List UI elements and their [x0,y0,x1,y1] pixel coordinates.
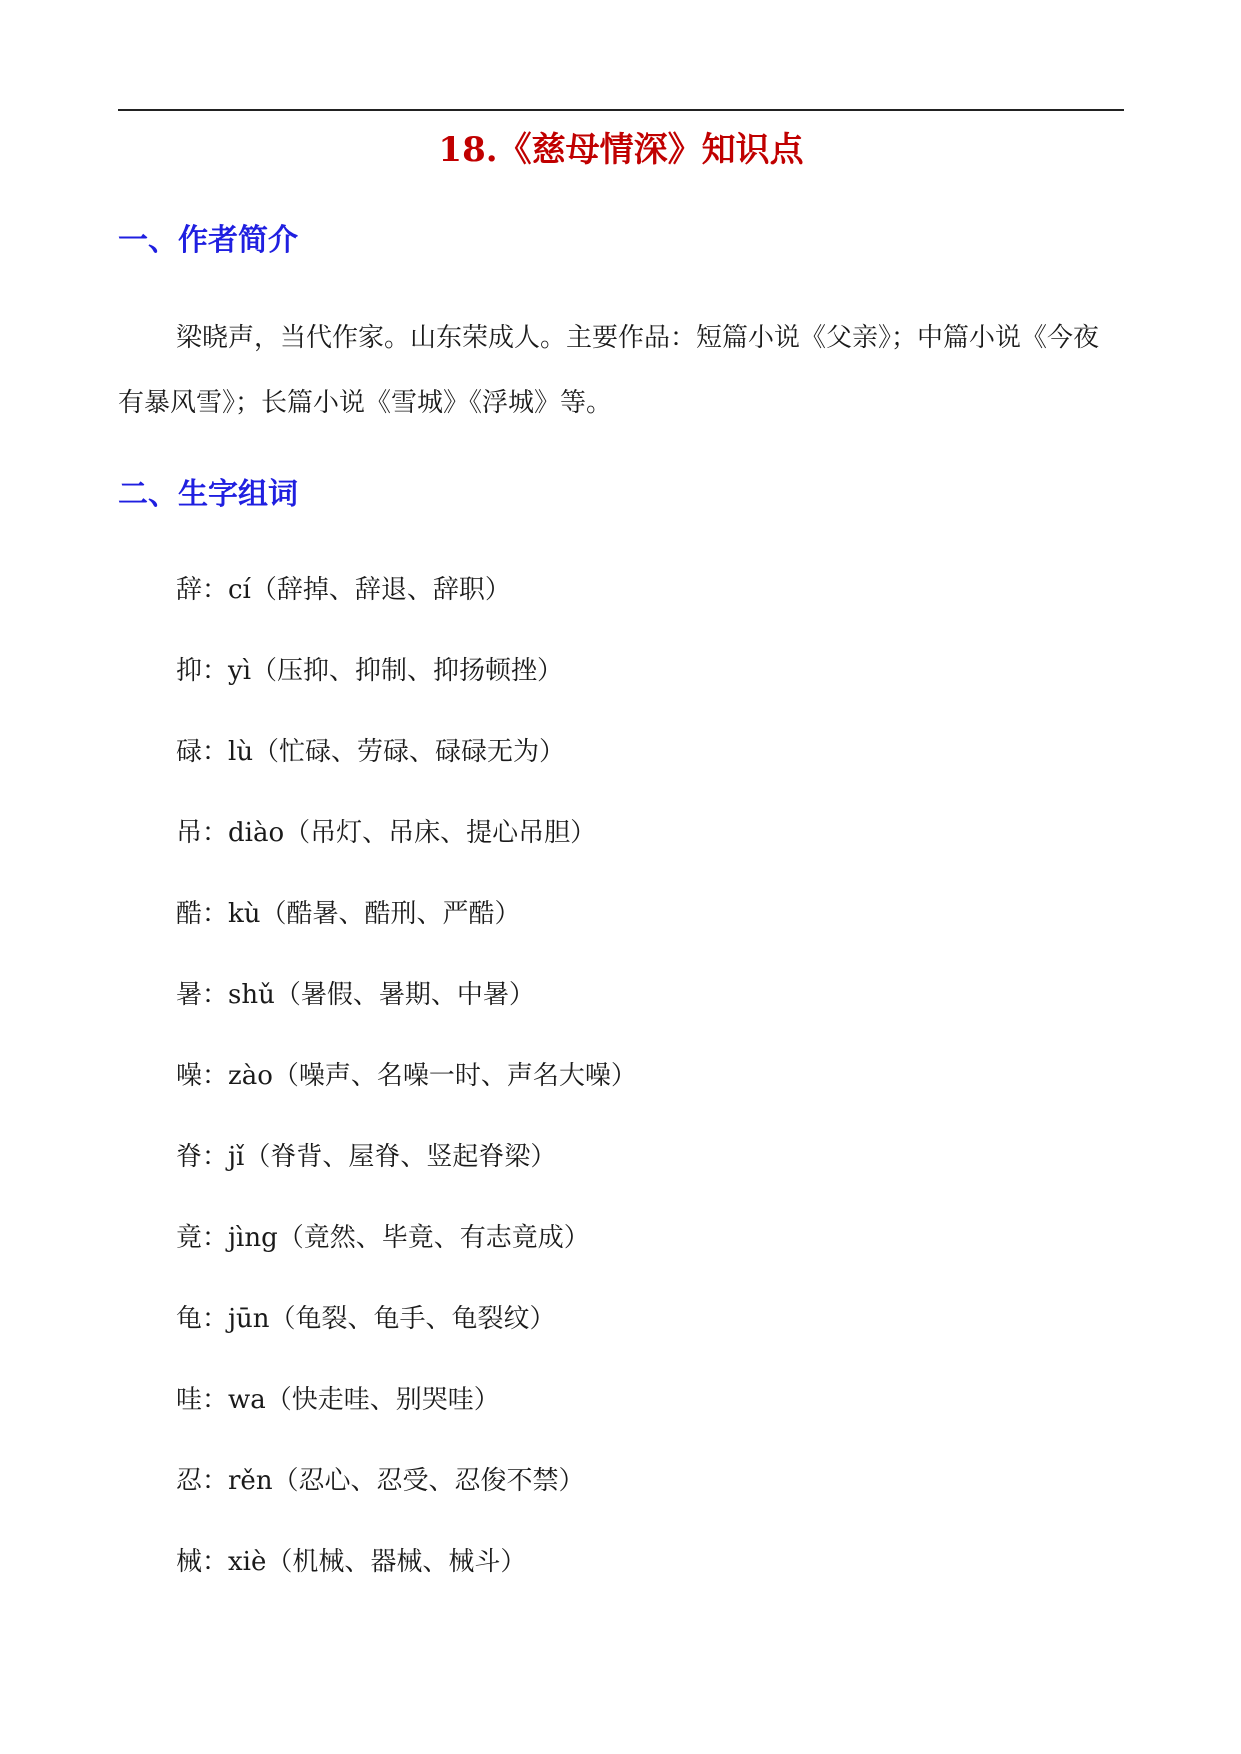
document-title: 18.《慈母情深》知识点 [438,130,804,170]
vocab-item: 竟：jìng（竟然、毕竟、有志竟成） [176,1223,590,1253]
header-rule [118,109,1124,111]
vocab-item: 忍：rěn（忍心、忍受、忍俊不禁） [176,1466,585,1496]
author-paragraph: 梁晓声，当代作家。山东荣成人。主要作品：短篇小说《父亲》；中篇小说《今夜有暴风雪》；长篇小说《雪城》《浮城》等。 [118,323,1100,418]
vocab-item: 龟：jūn（龟裂、龟手、龟裂纹） [176,1304,556,1334]
vocab-item: 噪：zào（噪声、名噪一时、声名大噪） [176,1061,637,1091]
vocab-item: 脊：jǐ（脊背、屋脊、竖起脊梁） [176,1142,557,1172]
vocab-item: 酷：kù（酷暑、酷刑、严酷） [176,899,521,929]
vocab-item: 械：xiè（机械、器械、械斗） [176,1547,527,1577]
section-heading-vocabulary: 二、生字组词 [118,477,298,512]
vocab-item: 吊：diào（吊灯、吊床、提心吊胆） [176,818,597,848]
vocab-item: 辞：cí（辞掉、辞退、辞职） [176,575,511,605]
vocabulary-list [176,565,637,1618]
vocab-item: 抑：yì（压抑、抑制、抑扬顿挫） [176,656,564,686]
section-heading-author: 一、作者简介 [118,223,298,258]
vocab-item: 碌：lù（忙碌、劳碌、碌碌无为） [176,737,566,767]
vocab-item: 哇：wa（快走哇、别哭哇） [176,1385,500,1415]
vocab-item: 暑：shǔ（暑假、暑期、中暑） [176,980,535,1010]
